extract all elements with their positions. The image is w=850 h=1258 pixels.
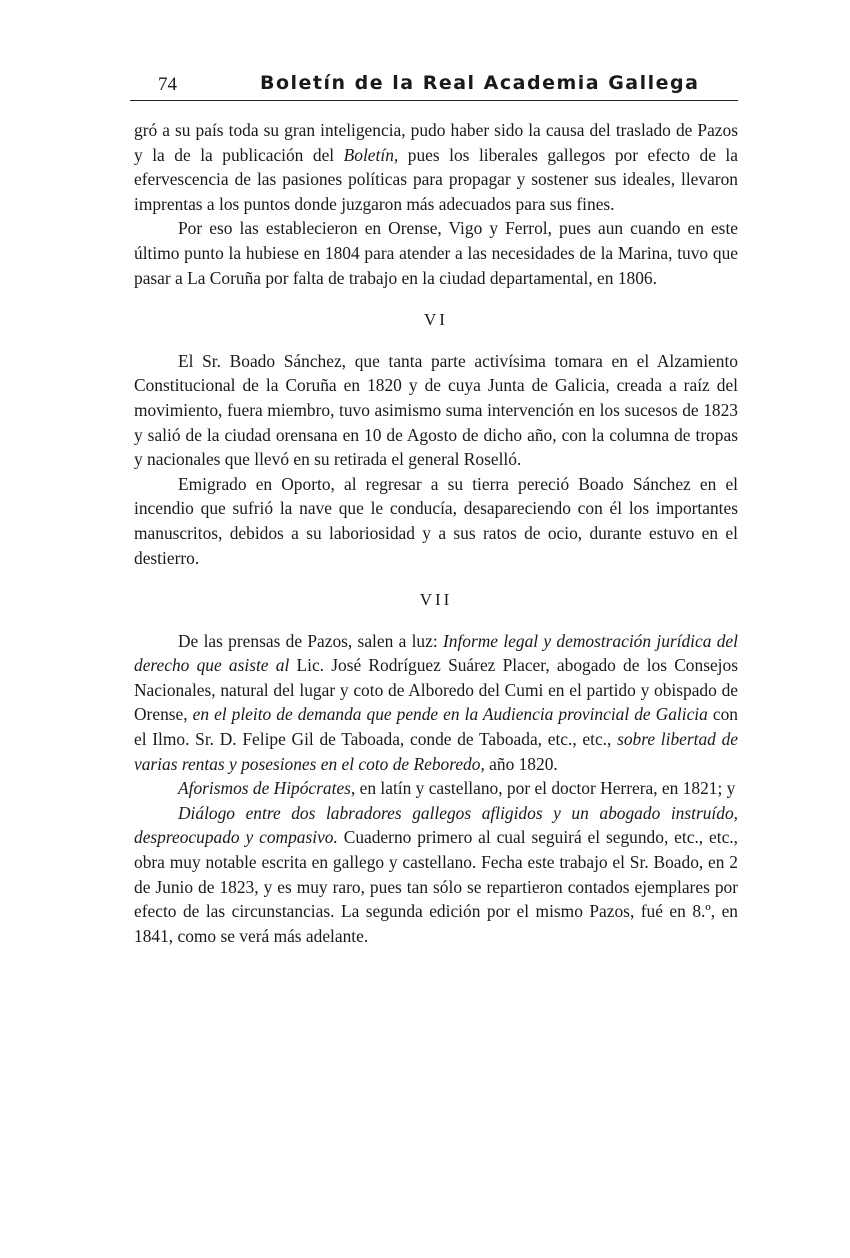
paragraph-2: Por eso las establecieron en Orense, Vigo y Ferrol, pues aun cuando en este último punto la hubiese en 1804 para atender a las necesidades de la Marina, tuvo que pasar a La Coruña por falta de trabajo en la ciudad departamental, en 1806.: [134, 218, 738, 288]
paragraph-6: Aforismos de Hipócrates, en latín y castellano, por el doctor Herrera, en 1821; y: [178, 778, 736, 799]
paragraph-1: gró a su país toda su gran inteligencia, pudo haber sido la causa del traslado de Pazos y la de la publicación del Boletín, pues los liberales gallegos por efecto de la efervescencia de las pasiones políticas para propagar y sostener sus ideales, llevaron imprentas a los puntos donde juzgaron más adecuados para sus fines.: [134, 120, 738, 214]
page-header: [130, 70, 738, 101]
running-title: Boletín de la Real Academia Gallega: [260, 72, 700, 94]
body-text: [134, 118, 738, 948]
section-heading-vii: VII: [419, 590, 453, 610]
page-number: 74: [158, 74, 177, 95]
section-heading-vi: VI: [424, 310, 448, 330]
paragraph-5: De las prensas de Pazos, salen a luz: Informe legal y demostración jurídica del derecho que asiste al Lic. José Rodríguez Suárez Placer, abogado de los Consejos Nacionales, natural del lugar y coto de Alboredo del Cumi en el partido y obispado de Orense, en el pleito de demanda que pende en la Audiencia provincial de Galicia con el Ilmo. Sr. D. Felipe Gil de Taboada, conde de Taboada, etc., etc., sobre libertad de varias rentas y posesiones en el coto de Reboredo, año 1820.: [134, 630, 738, 774]
paragraph-3: El Sr. Boado Sánchez, que tanta parte activísima tomara en el Alzamiento Constitucional de la Coruña en 1820 y de cuya Junta de Galicia, creada a raíz del movimiento, fuera miembro, tuvo asimismo suma intervención en los sucesos de 1823 y salió de la ciudad orensana en 10 de Agosto de dicho año, con la columna de tropas y nacionales que llevó en su retirada el general Roselló.: [134, 350, 738, 470]
paragraph-4: Emigrado en Oporto, al regresar a su tierra pereció Boado Sánchez en el incendio que sufrió la nave que le conducía, desapareciendo con él los importantes manuscritos, debidos a su laboriosidad y a sus ratos de ocio, durante estuvo en el destierro.: [134, 473, 738, 568]
paragraph-7: Diálogo entre dos labradores gallegos afligidos y un abogado instruído, despreocupado y compasivo. Cuaderno primero al cual seguirá el segundo, etc., etc., obra muy notable escrita en gallego y castellano. Fecha este trabajo el Sr. Boado, en 2 de Junio de 1823, y es muy raro, pues tan sólo se repartieron contados ejemplares por efecto de las circunstancias. La segunda edición por el mismo Pazos, fué en 8.º, en 1841, como se verá más adelante.: [134, 802, 738, 946]
